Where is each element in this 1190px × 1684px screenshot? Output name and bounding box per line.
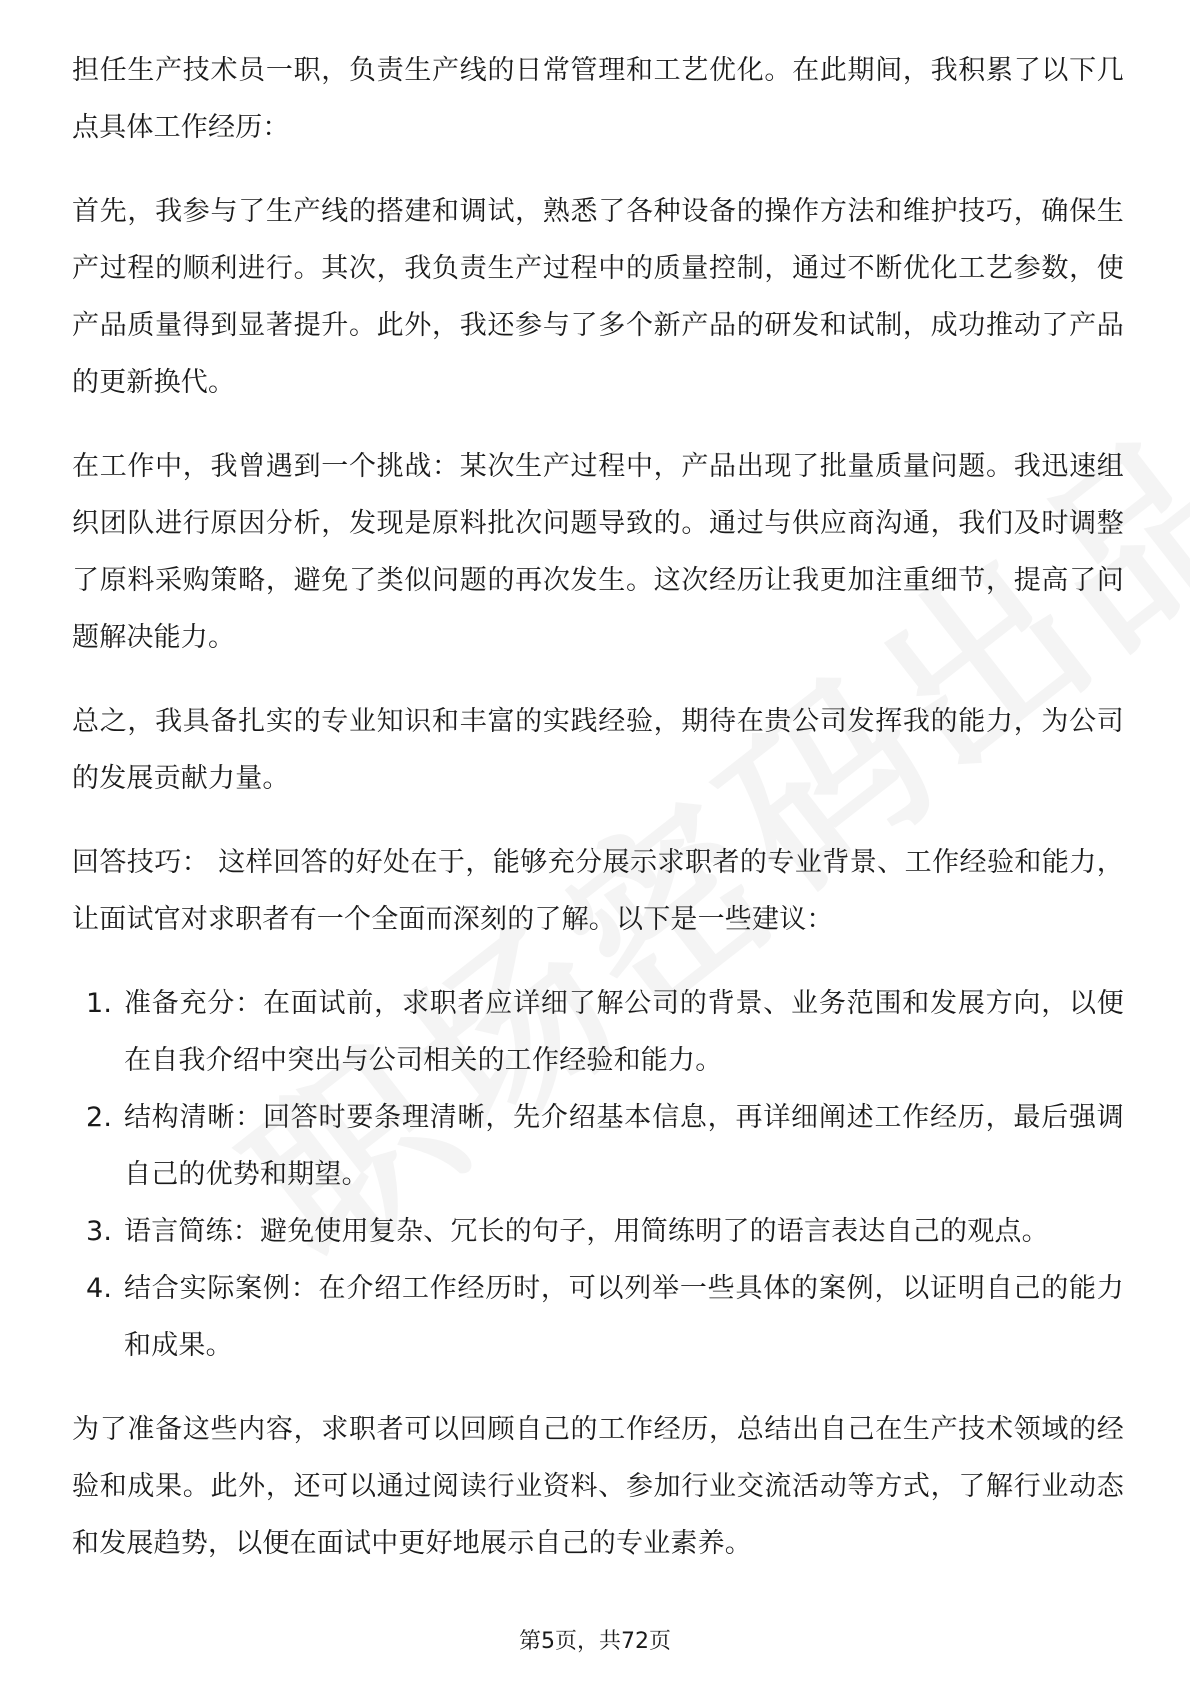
paragraph-answer-tips: 回答技巧： 这样回答的好处在于，能够充分展示求职者的专业背景、工作经验和能力，让面试官对求职者有一个全面而深刻的了解。以下是一些建议：: [72, 847, 1124, 935]
list-item: [72, 1089, 1124, 1203]
list-item-number: 2.: [86, 1102, 113, 1133]
list-item-text: 结构清晰：回答时要条理清晰，先介绍基本信息，再详细阐述工作经历，最后强调自己的优势和期望。: [124, 1102, 1124, 1190]
tips-list: [72, 975, 1124, 1374]
paragraph-preparation: 为了准备这些内容，求职者可以回顾自己的工作经历，总结出自己在生产技术领域的经验和成果。此外，还可以通过阅读行业资料、参加行业交流活动等方式，了解行业动态和发展趋势，以便在面试中更好地展示自己的专业素养。: [72, 1414, 1124, 1559]
paragraph-work-summary: 担任生产技术员一职，负责生产线的日常管理和工艺优化。在此期间，我积累了以下几点具体工作经历：: [72, 55, 1124, 143]
list-item-text: 语言简练：避免使用复杂、冗长的句子，用简练明了的语言表达自己的观点。: [124, 1216, 1049, 1247]
list-item-number: 3.: [86, 1216, 113, 1247]
list-item: [72, 1203, 1124, 1260]
list-item-number: 4.: [86, 1273, 113, 1304]
list-item-text: 结合实际案例：在介绍工作经历时，可以列举一些具体的案例，以证明自己的能力和成果。: [124, 1273, 1124, 1361]
list-item: [72, 1260, 1124, 1374]
list-item-text: 准备充分：在面试前，求职者应详细了解公司的背景、业务范围和发展方向，以便在自我介绍中突出与公司相关的工作经验和能力。: [124, 988, 1124, 1076]
list-item: [72, 975, 1124, 1089]
page-number-footer: 第5页，共72页: [519, 1629, 671, 1654]
paragraph-experience-details: 首先，我参与了生产线的搭建和调试，熟悉了各种设备的操作方法和维护技巧，确保生产过程的顺利进行。其次，我负责生产过程中的质量控制，通过不断优化工艺参数，使产品质量得到显著提升。此外，我还参与了多个新产品的研发和试制，成功推动了产品的更新换代。: [72, 196, 1124, 398]
paragraph-challenge: 在工作中，我曾遇到一个挑战：某次生产过程中，产品出现了批量质量问题。我迅速组织团队进行原因分析，发现是原料批次问题导致的。通过与供应商沟通，我们及时调整了原料采购策略，避免了类似问题的再次发生。这次经历让我更加注重细节，提高了问题解决能力。: [72, 451, 1124, 653]
document-page: [72, 42, 1124, 1599]
paragraph-conclusion: 总之，我具备扎实的专业知识和丰富的实践经验，期待在贵公司发挥我的能力，为公司的发展贡献力量。: [72, 706, 1124, 794]
list-item-number: 1.: [86, 988, 113, 1019]
